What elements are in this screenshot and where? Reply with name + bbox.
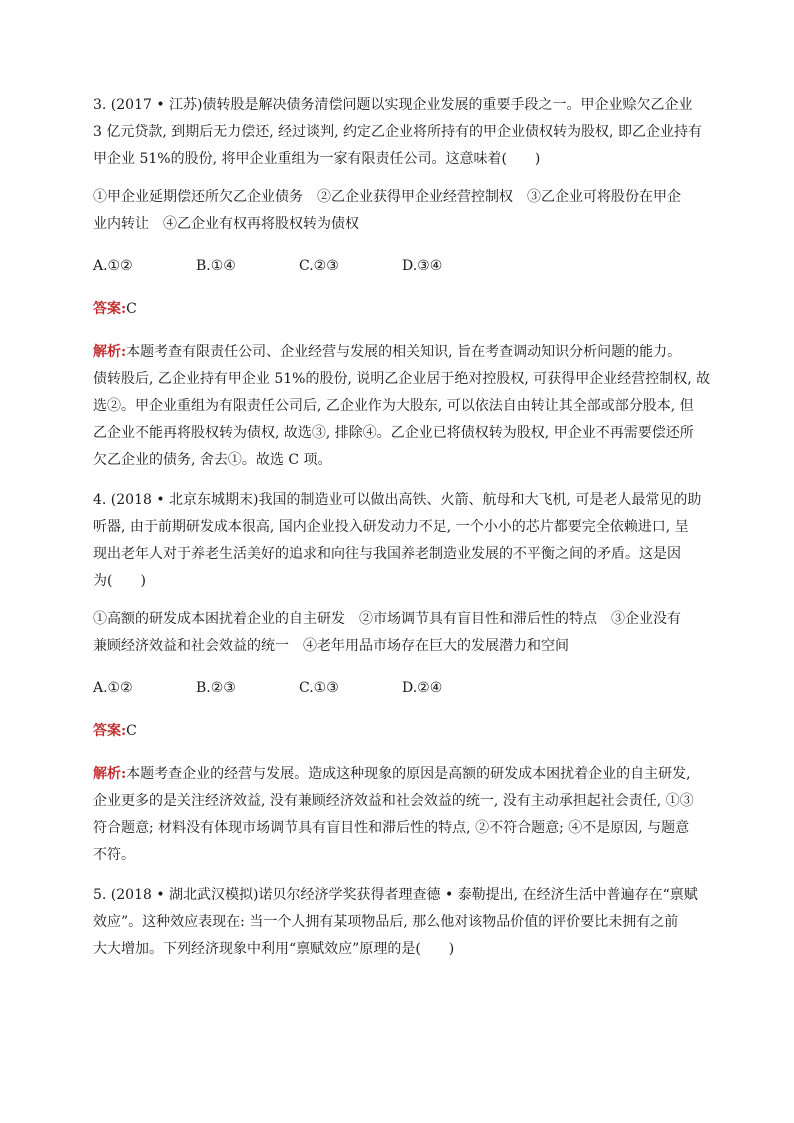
question-4-options bbox=[93, 675, 703, 702]
explanation-line: 选②。甲企业重组为有限责任公司后, 乙企业作为大股东, 可以依法自由转让其全部或部分股本, 但 bbox=[93, 398, 694, 414]
question-4-statements bbox=[93, 606, 703, 660]
explanation-text: 本题考查有限责任公司、企业经营与发展的相关知识, 旨在考查调动知识分析问题的能力。 bbox=[126, 344, 682, 360]
explanation-line: 乙企业不能再将股权转为债权, 故选③, 排除④。乙企业已将债权转为股权, 甲企业不再需要偿还所 bbox=[93, 425, 694, 441]
question-4-line: 听器, 由于前期研发成本很高, 国内企业投入研发动力不足, 一个小小的芯片都要完全依赖进口, 呈 bbox=[93, 519, 689, 535]
option-c[interactable]: C.②③ bbox=[299, 258, 339, 274]
question-4-line: 现出老年人对于养老生活美好的追求和向往与我国养老制造业发展的不平衡之间的矛盾。这是因 bbox=[93, 546, 681, 562]
explanation-label: 解析: bbox=[93, 344, 127, 360]
question-3-line: 3 亿元贷款, 到期后无力偿还, 经过谈判, 约定乙企业将所持有的甲企业债权转为股权, 即乙企业持有 bbox=[93, 124, 702, 140]
question-4-stem bbox=[93, 487, 703, 595]
explanation-line: 不符。 bbox=[93, 847, 135, 863]
answer-value: C bbox=[126, 301, 137, 317]
question-5-stem bbox=[93, 882, 703, 963]
statement-line: 业内转让 ④乙企业有权再将股权转为债权 bbox=[93, 216, 359, 232]
question-3-explanation bbox=[93, 339, 711, 474]
answer-label: 答案: bbox=[93, 301, 127, 317]
question-5-line: 大大增加。下列经济现象中利用“禀赋效应”原理的是( ) bbox=[93, 941, 455, 957]
question-4 bbox=[93, 487, 703, 869]
question-3 bbox=[93, 92, 711, 474]
question-3-line: 3. (2017 • 江苏)债转股是解决债务清偿问题以实现企业发展的重要手段之一。甲企业赊欠乙企业 bbox=[93, 97, 693, 113]
option-a[interactable]: A.①② bbox=[93, 258, 133, 274]
explanation-label: 解析: bbox=[93, 766, 127, 782]
explanation-line: 债转股后, 乙企业持有甲企业 51%的股份, 说明乙企业居于绝对控股权, 可获得甲企业经营控制权, 故 bbox=[93, 371, 711, 387]
option-d[interactable]: D.②④ bbox=[402, 680, 443, 696]
question-3-stem bbox=[93, 92, 703, 173]
explanation-line: 企业更多的是关注经济效益, 没有兼顾经济效益和社会效益的统一, 没有主动承担起社会责任, ①③ bbox=[93, 793, 694, 809]
explanation-line bbox=[93, 761, 703, 788]
statement-line: 兼顾经济效益和社会效益的统一 ④老年用品市场存在巨大的发展潜力和空间 bbox=[93, 638, 569, 654]
question-5-line: 5. (2018 • 湖北武汉模拟)诺贝尔经济学奖获得者理查德 • 泰勒提出, 在经济生活中普遍存在“禀赋 bbox=[93, 887, 698, 903]
option-c[interactable]: C.①③ bbox=[299, 680, 339, 696]
question-5 bbox=[93, 882, 703, 963]
question-3-answer bbox=[93, 296, 703, 323]
option-d[interactable]: D.③④ bbox=[402, 258, 443, 274]
page-content bbox=[93, 92, 711, 974]
statement-line: ①高额的研发成本困扰着企业的自主研发 ②市场调节具有盲目性和滞后性的特点 ③企业没有 bbox=[93, 611, 681, 627]
explanation-line: 欠乙企业的债务, 舍去①。故选 C 项。 bbox=[93, 452, 332, 468]
option-b[interactable]: B.①④ bbox=[196, 258, 236, 274]
explanation-line bbox=[93, 339, 703, 366]
explanation-text: 本题考查企业的经营与发展。造成这种现象的原因是高额的研发成本困扰着企业的自主研发, bbox=[126, 766, 691, 782]
explanation-line: 符合题意; 材料没有体现市场调节具有盲目性和滞后性的特点, ②不符合题意; ④不是原因, 与题意 bbox=[93, 820, 690, 836]
question-4-answer bbox=[93, 718, 703, 745]
question-4-explanation bbox=[93, 761, 703, 869]
question-5-line: 效应”。这种效应表现在: 当一个人拥有某项物品后, 那么他对该物品价值的评价要比未拥有之前 bbox=[93, 914, 679, 930]
question-3-options bbox=[93, 253, 703, 280]
option-b[interactable]: B.②③ bbox=[196, 680, 236, 696]
statement-line: ①甲企业延期偿还所欠乙企业债务 ②乙企业获得甲企业经营控制权 ③乙企业可将股份在甲企 bbox=[93, 189, 681, 205]
question-4-line: 为( ) bbox=[93, 573, 146, 589]
option-a[interactable]: A.①② bbox=[93, 680, 133, 696]
question-3-line: 甲企业 51%的股份, 将甲企业重组为一家有限责任公司。这意味着( ) bbox=[93, 151, 541, 167]
answer-value: C bbox=[126, 723, 137, 739]
answer-label: 答案: bbox=[93, 723, 127, 739]
question-4-line: 4. (2018 • 北京东城期末)我国的制造业可以做出高铁、火箭、航母和大飞机, 可是老人最常见的助 bbox=[93, 492, 702, 508]
question-3-statements bbox=[93, 184, 703, 238]
